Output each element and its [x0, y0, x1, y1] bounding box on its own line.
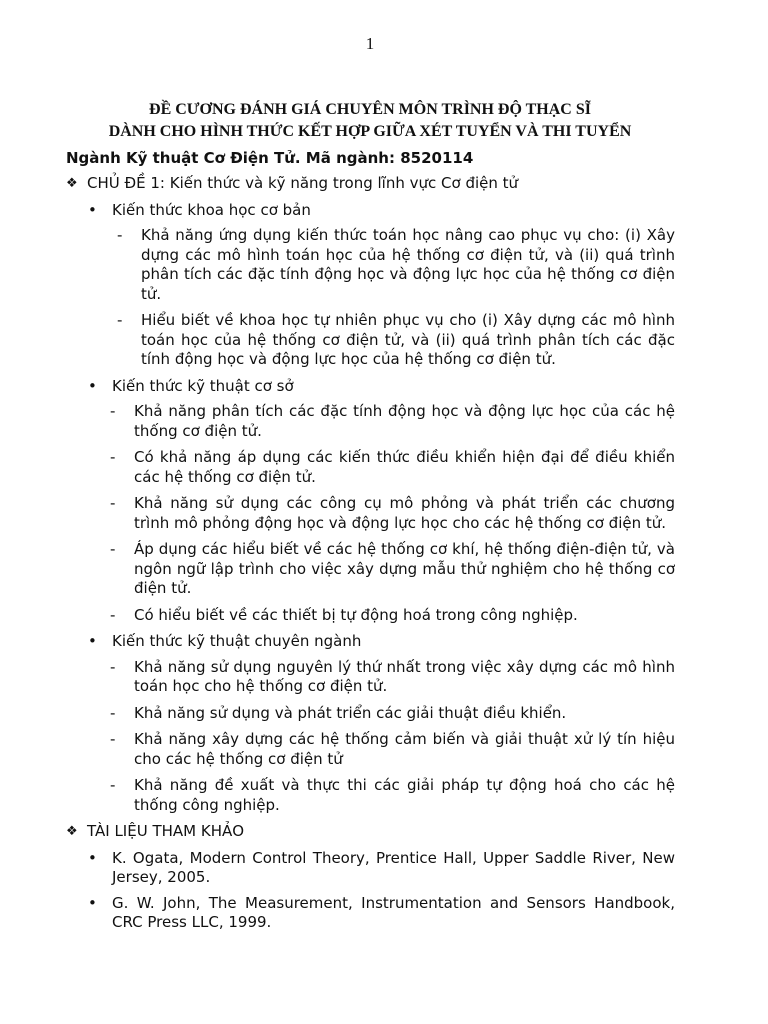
list-item-text: Khả năng xây dựng các hệ thống cảm biến và giải thuật xử lý tín hiệu cho các hệ thống cơ điện tử: [134, 730, 675, 768]
section-heading: CHỦ ĐỀ 1: Kiến thức và kỹ năng trong lĩnh vực Cơ điện tử: [87, 174, 519, 192]
bullet-icon: •: [88, 200, 97, 219]
dash-icon: -: [110, 776, 116, 794]
list-item: [0, 730, 768, 769]
reference-text: G. W. John, The Measurement, Instrumentation and Sensors Handbook, CRC Press LLC, 1999.: [112, 893, 675, 931]
dash-icon: -: [110, 657, 116, 676]
dash-icon: -: [110, 494, 116, 512]
list-item-text: Khả năng phân tích các đặc tính động học và động lực học của các hệ thống cơ điện tử.: [134, 402, 675, 440]
reference-item: [0, 894, 768, 933]
bullet-icon: •: [88, 893, 97, 912]
reference-text: K. Ogata, Modern Control Theory, Prentice Hall, Upper Saddle River, New Jersey, 2005.: [112, 848, 675, 886]
list-item: [0, 311, 768, 370]
dash-icon: -: [110, 605, 116, 624]
major-line: Ngành Kỹ thuật Cơ Điện Tử. Mã ngành: 8520114: [66, 149, 474, 167]
dash-icon: -: [110, 540, 116, 558]
bullet-icon: •: [88, 848, 97, 867]
dash-icon: -: [117, 226, 123, 244]
list-item-text: Có hiểu biết về các thiết bị tự động hoá trong công nghiệp.: [134, 605, 578, 624]
list-item-text: Khả năng đề xuất và thực thi các giải pháp tự động hoá cho các hệ thống công nghiệp.: [134, 776, 675, 814]
list-item: [0, 226, 768, 304]
group-heading: Kiến thức kỹ thuật chuyên ngành: [112, 632, 362, 650]
document-body: [0, 174, 768, 939]
bullet-group-basic-science: [0, 201, 768, 221]
list-item-text: Có khả năng áp dụng các kiến thức điều khiển hiện đại để điều khiển các hệ thống cơ điện tử.: [134, 448, 675, 486]
reference-item: [0, 849, 768, 888]
bullet-group-specialized: [0, 632, 768, 652]
section-heading: TÀI LIỆU THAM KHẢO: [87, 822, 245, 840]
document-title-line-1: ĐỀ CƯƠNG ĐÁNH GIÁ CHUYÊN MÔN TRÌNH ĐỘ THẠC SĨ: [149, 101, 591, 118]
list-item-text: Khả năng sử dụng và phát triển các giải thuật điều khiển.: [134, 703, 567, 722]
dash-icon: -: [110, 730, 116, 748]
document-title-line-2: DÀNH CHO HÌNH THỨC KẾT HỢP GIỮA XÉT TUYỂN VÀ THI TUYỂN: [108, 123, 632, 140]
list-item-text: Khả năng sử dụng nguyên lý thứ nhất trong việc xây dựng các mô hình toán học cho hệ thống cơ điện tử.: [134, 657, 675, 695]
list-item: [0, 540, 768, 599]
list-item-text: Áp dụng các hiểu biết về các hệ thống cơ khí, hệ thống điện-điện tử, và ngôn ngữ lập trình cho việc xây dựng mẫu thử nghiệm cho hệ thống cơ điện tử.: [134, 540, 675, 597]
list-item: [0, 448, 768, 487]
list-item-text: Hiểu biết về khoa học tự nhiên phục vụ cho (i) Xây dựng các mô hình toán học của hệ thống cơ điện tử, và (ii) quá trình phân tích các đặc tính động học và động lực học của hệ thống cơ điện tử.: [141, 311, 675, 368]
list-item-text: Khả năng sử dụng các công cụ mô phỏng và phát triển các chương trình mô phỏng động học và động lực học cho các hệ thống cơ điện tử.: [134, 494, 675, 532]
bullet-group-engineering-fundamentals: [0, 377, 768, 397]
list-item: [0, 658, 768, 697]
dash-icon: -: [110, 448, 116, 466]
dash-icon: -: [117, 311, 123, 329]
bullet-icon: •: [88, 632, 97, 650]
page-number: 1: [365, 34, 375, 53]
list-item: [0, 776, 768, 815]
bullet-icon: •: [88, 376, 97, 395]
group-heading: Kiến thức kỹ thuật cơ sở: [112, 376, 294, 395]
diamond-bullet-icon: ❖: [66, 176, 78, 191]
list-item: [0, 494, 768, 533]
diamond-bullet-icon: ❖: [66, 824, 78, 839]
section-topic-1: [0, 174, 768, 194]
list-item: [0, 402, 768, 441]
section-references: [0, 822, 768, 842]
list-item-text: Khả năng ứng dụng kiến thức toán học nâng cao phục vụ cho: (i) Xây dựng các mô hình toán học của hệ thống cơ điện tử, và (ii) quá trình phân tích các đặc tính động học và động lực học của hệ thống cơ điện tử.: [141, 226, 675, 303]
list-item: [0, 704, 768, 724]
group-heading: Kiến thức khoa học cơ bản: [112, 200, 311, 219]
dash-icon: -: [110, 402, 116, 420]
list-item: [0, 606, 768, 626]
dash-icon: -: [110, 703, 116, 722]
